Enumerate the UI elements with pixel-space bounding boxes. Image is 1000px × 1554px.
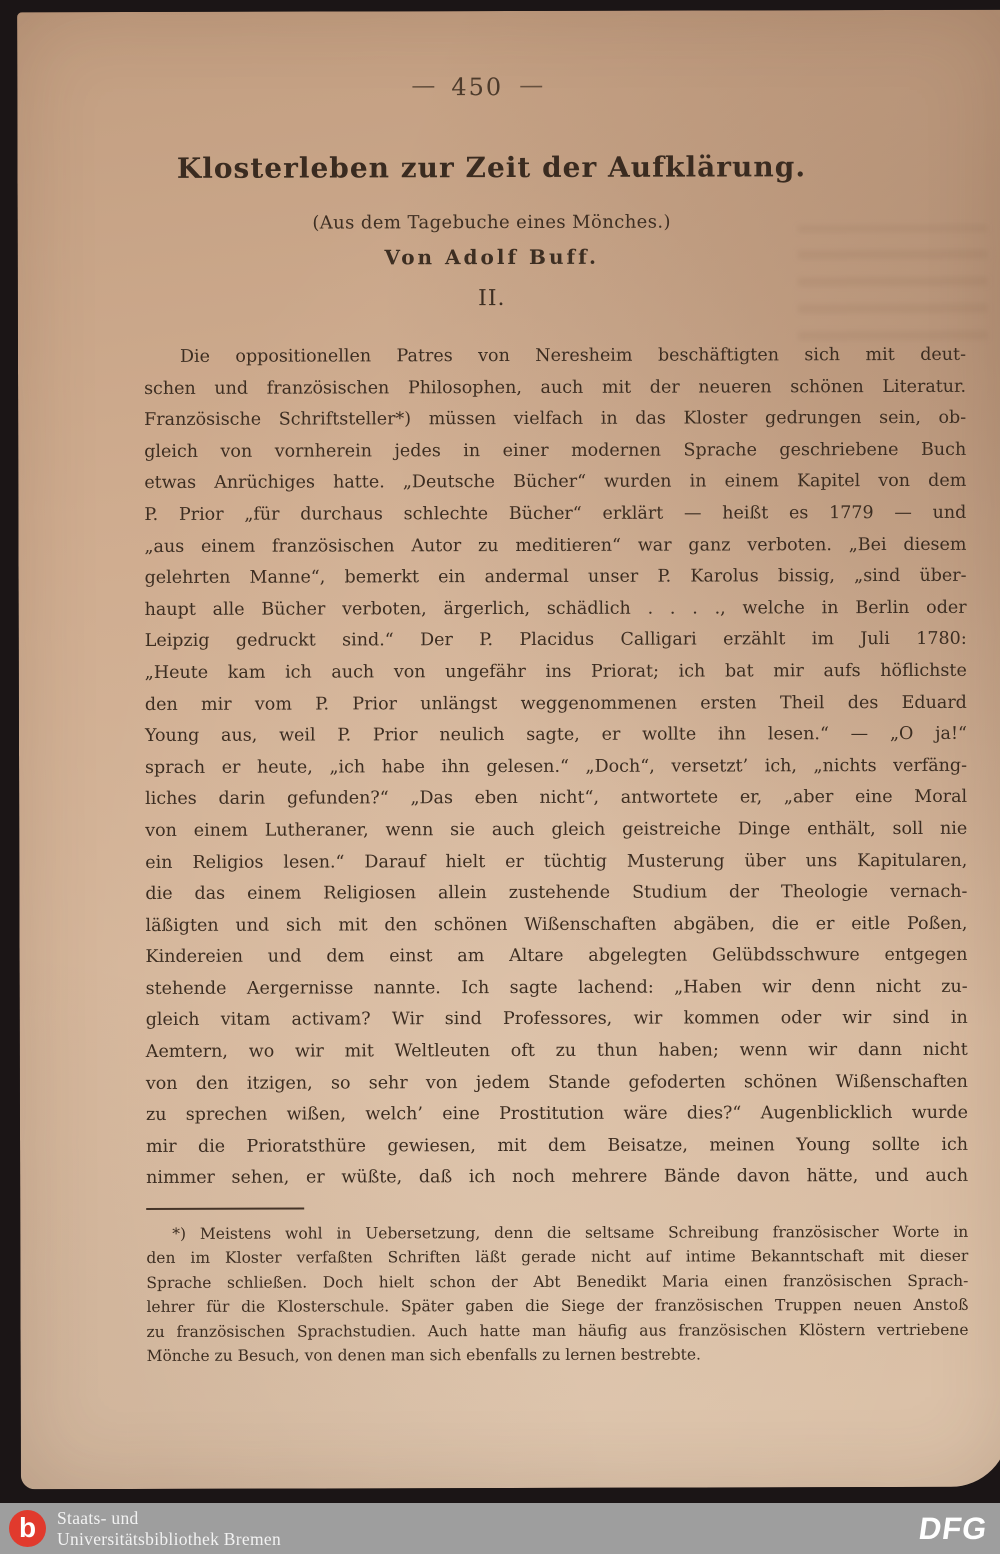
body-line: Aemtern, wo wir mit Weltleuten oft zu thun haben; wenn wir dann nicht [145,1039,968,1063]
body-line: sprach er heute, „ich habe ihn gelesen.“ „Doch“, versetzt’ ich, „nichts verfäng- [145,755,968,778]
library-name-line1: Staats- und [57,1508,139,1528]
body-line: Leipzig gedruckt sind.“ Der P. Placidus Calligari erzählt im Juli 1780: [144,629,967,652]
page-number: 450 [451,73,504,102]
body-line: „aus einem französischen Autor zu meditieren“ war ganz verboten. „Bei diesem [144,534,967,557]
body-line: haupt alle Bücher verboten, ärgerlich, schädlich . . . ., welche in Berlin oder [144,597,967,620]
body-line: schen und französischen Philosophen, auch mit der neueren schönen Literatur. [144,376,967,399]
body-line: die das einem Religiosen allein zustehende Studium der Theologie vernach- [145,881,968,905]
header-dash-right: — [519,70,544,99]
body-line: gleich von vornherein jedes in einer modernen Sprache geschriebene Buch [144,439,967,462]
body-line: ein Religios lesen.“ Darauf hielt er tüchtig Musterung über uns Kapitularen, [145,850,968,873]
article-subtitle: (Aus dem Tagebuche eines Mönches.) [312,211,671,234]
body-line: P. Prior „für durchaus schlechte Bücher“ erklärt — heißt es 1779 — und [144,502,967,525]
body-line: von einem Lutheraner, wenn sie auch gleich geistreiche Dinge enthält, soll nie [145,818,968,841]
header-dash-left: — [411,71,436,100]
body-line: liches darin gefunden?“ „Das eben nicht“, antwortete er, „aber eine Moral [145,787,968,810]
body-text [144,340,968,1195]
body-line: Die oppositionellen Patres von Neresheim beschäftigten sich mit deut- [179,344,966,367]
body-line: stehende Aergernisse nannte. Ich sagte lachend: „Haben wir denn nicht zu- [145,976,968,999]
section-heading: II. [478,286,506,312]
body-line: den mir vom P. Prior unlängst weggenommenen ersten Theil des Eduard [144,692,967,715]
footnote-text [146,1220,968,1369]
library-name-line2: Universitätsbibliothek Bremen [57,1528,282,1549]
dfg-logo: DFG [916,1511,990,1546]
body-line: mir die Prioratsthüre gewiesen, mit dem Beisatze, meinen Young sollte ich [146,1134,969,1157]
page-header [17,72,937,102]
body-line: „Heute kam ich auch von ungefähr ins Priorat; ich bat mir aufs höflichste [144,660,967,683]
library-name [57,1508,281,1549]
footer-bar [0,1503,1000,1554]
footnote-line: Sprache schließen. Doch hielt schon der Abt Benedikt Maria einen französischen Sprach- [146,1271,969,1292]
body-line: etwas Anrüchiges hatte. „Deutsche Bücher“ wurden in einem Kapitel von dem [144,471,967,494]
body-line: gelehrten Manne“, bemerkt ein andermal unser P. Karolus bissig, „sind über- [144,565,967,589]
suub-bremen-logo: b [9,1510,46,1547]
footnote-separator [146,1208,304,1210]
body-line: zu sprechen wißen, welch’ eine Prostitution wäre dies?“ Augenblicklich wurde [145,1103,968,1126]
footnote-line: *) Meistens wohl in Uebersetzung, denn die seltsame Schreibung französischer Worte in [172,1222,969,1243]
scanned-page [17,10,1000,1490]
body-line: Französische Schriftsteller*) müssen vielfach in das Kloster gedrungen sein, ob- [144,408,967,431]
body-line: gleich vitam activam? Wir sind Professores, wir kommen oder wir sind in [145,1008,968,1031]
article-title: Klosterleben zur Zeit der Aufklärung. [176,150,807,185]
footnote-line: lehrer für die Klosterschule. Später gaben die Siege der französischen Truppen neuen Anstoß [146,1296,969,1317]
footnote-line: zu französischen Sprachstudien. Auch hatte man häufig aus französischen Klöstern vertriebene [146,1320,969,1341]
body-line: von den itzigen, so sehr von jedem Stande gefoderten schönen Wißenschaften [145,1071,968,1094]
footnote-line: den im Kloster verfaßten Schriften läßt gerade nicht auf intime Bekanntschaft mit dieser [146,1247,969,1268]
page-ghosting [798,225,988,340]
footnote-line: Mönche zu Besuch, von denen man sich ebenfalls zu lernen bestrebte. [146,1345,701,1365]
body-line: Kindereien und dem einst am Altare abgelegten Gelübdsschwure entgegen [145,945,968,968]
body-line: Young aus, weil P. Prior neulich sagte, er wollte ihn lesen.“ — „O ja!“ [144,723,967,747]
body-line: nimmer sehen, er wüßte, daß ich noch mehrere Bände davon hätte, und auch [146,1166,969,1189]
article-byline: Von Adolf Buff. [384,244,599,270]
body-line: läßigten und sich mit den schönen Wißenschaften abgäben, die er eitle Poßen, [145,913,968,936]
